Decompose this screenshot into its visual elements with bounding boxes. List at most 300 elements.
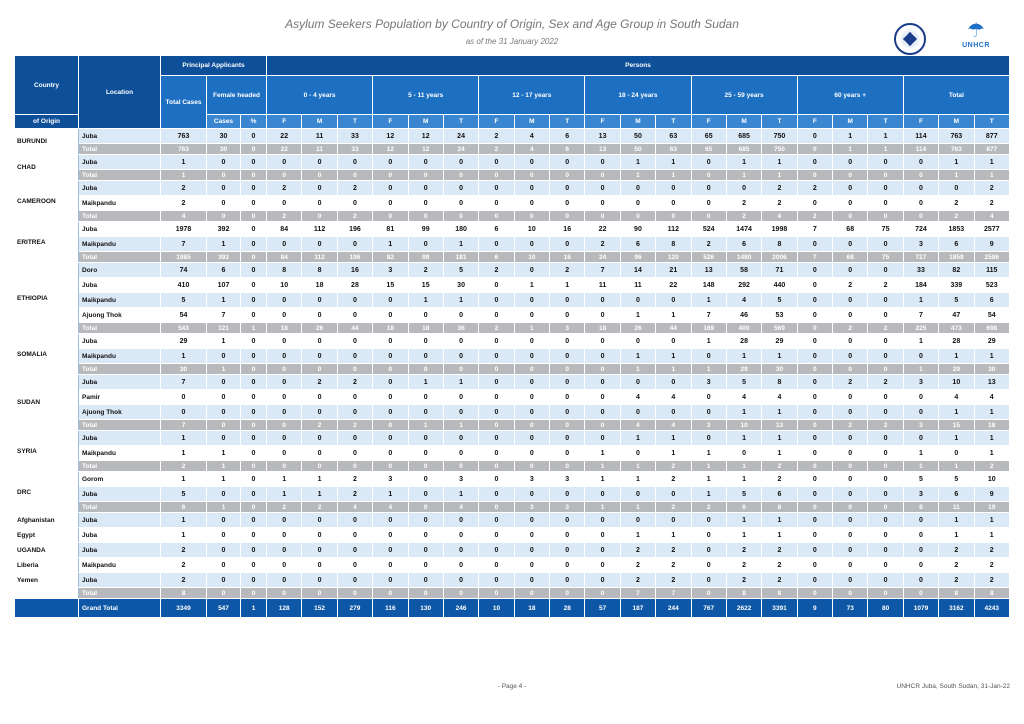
value-cell: 0	[408, 364, 443, 375]
value-cell: 0	[302, 528, 337, 543]
value-cell: 1	[726, 528, 761, 543]
value-cell: 0	[479, 420, 514, 431]
value-cell: 12	[373, 144, 408, 155]
value-cell: 0	[903, 170, 938, 181]
value-cell: 0	[207, 588, 241, 599]
value-cell: 11	[302, 129, 337, 144]
value-cell: 11	[939, 502, 974, 513]
location-cell: Total	[79, 461, 161, 472]
value-cell: 7	[903, 308, 938, 323]
value-cell: 0	[939, 446, 974, 461]
value-cell: 0	[479, 487, 514, 502]
value-cell: 0	[691, 405, 726, 420]
value-cell: 1	[726, 513, 761, 528]
age-group-header: 5 - 11 years	[373, 76, 479, 115]
value-cell: 0	[241, 558, 267, 573]
value-cell: 2	[161, 558, 207, 573]
value-cell: 0	[868, 390, 903, 405]
value-cell: 0	[302, 588, 337, 599]
value-cell: 1	[620, 472, 655, 487]
value-cell: 0	[241, 446, 267, 461]
value-cell: 0	[267, 461, 302, 472]
value-cell: 2	[726, 196, 761, 211]
value-cell: 0	[585, 181, 620, 196]
value-cell: 28	[337, 278, 372, 293]
value-cell: 0	[868, 573, 903, 588]
value-cell: 0	[797, 513, 832, 528]
location-cell: Total	[79, 323, 161, 334]
value-cell: 0	[443, 528, 478, 543]
value-cell: 1	[620, 155, 655, 170]
grand-total-cell: 279	[337, 599, 372, 618]
value-cell: 3	[514, 472, 549, 487]
value-cell: 1	[656, 349, 691, 364]
value-cell: 1	[762, 513, 797, 528]
value-cell: 0	[656, 513, 691, 528]
grand-total-cell: 73	[833, 599, 868, 618]
country-cell: ERITREA	[15, 222, 79, 263]
value-cell: 473	[939, 323, 974, 334]
value-cell: 0	[337, 588, 372, 599]
value-cell: 44	[337, 323, 372, 334]
value-cell: 0	[797, 502, 832, 513]
value-cell: 2	[161, 181, 207, 196]
value-cell: 0	[302, 513, 337, 528]
value-cell: 6	[479, 222, 514, 237]
value-cell: 0	[267, 349, 302, 364]
value-cell: 0	[903, 513, 938, 528]
total-row	[15, 502, 1010, 513]
value-cell: 1853	[939, 222, 974, 237]
value-cell: 82	[939, 263, 974, 278]
value-cell: 1	[620, 364, 655, 375]
value-cell: 0	[514, 513, 549, 528]
country-header: Country	[15, 56, 79, 115]
value-cell: 1	[514, 278, 549, 293]
value-cell: 2	[267, 181, 302, 196]
value-cell: 0	[514, 334, 549, 349]
value-cell: 2	[726, 211, 761, 222]
value-cell: 0	[479, 431, 514, 446]
value-cell: 0	[373, 405, 408, 420]
value-cell: 13	[585, 144, 620, 155]
value-cell: 184	[903, 278, 938, 293]
value-cell: 0	[903, 431, 938, 446]
value-cell: 2	[479, 263, 514, 278]
value-cell: 0	[550, 543, 585, 558]
value-cell: 523	[974, 278, 1009, 293]
value-cell: 0	[833, 431, 868, 446]
value-cell: 0	[302, 181, 337, 196]
government-seal-logo	[894, 23, 926, 55]
value-cell: 28	[939, 334, 974, 349]
value-cell: 0	[479, 334, 514, 349]
value-cell: 1	[161, 155, 207, 170]
value-cell: 1	[691, 446, 726, 461]
country-cell: ETHIOPIA	[15, 263, 79, 334]
value-cell: 2	[337, 181, 372, 196]
value-cell: 0	[585, 364, 620, 375]
value-cell: 6	[939, 487, 974, 502]
value-cell: 0	[656, 487, 691, 502]
value-cell: 4	[514, 129, 549, 144]
value-cell: 0	[337, 308, 372, 323]
value-cell: 21	[656, 263, 691, 278]
value-cell: 0	[691, 573, 726, 588]
value-cell: 2	[797, 181, 832, 196]
value-cell: 26	[620, 323, 655, 334]
grand-total-cell: 128	[267, 599, 302, 618]
value-cell: 0	[373, 170, 408, 181]
value-cell: 0	[585, 155, 620, 170]
value-cell: 0	[656, 405, 691, 420]
value-cell: 0	[833, 334, 868, 349]
value-cell: 6	[939, 237, 974, 252]
value-cell: 0	[207, 573, 241, 588]
value-cell: 3	[903, 237, 938, 252]
value-cell: 0	[868, 543, 903, 558]
value-cell: 63	[656, 129, 691, 144]
value-cell: 0	[479, 472, 514, 487]
country-cell: SOMALIA	[15, 334, 79, 375]
value-cell: 2	[656, 543, 691, 558]
value-cell: 0	[207, 170, 241, 181]
value-cell: 3	[443, 472, 478, 487]
value-cell: 1	[550, 278, 585, 293]
value-cell: 0	[443, 461, 478, 472]
value-cell: 18	[302, 278, 337, 293]
value-cell: 1	[620, 528, 655, 543]
value-cell: 0	[585, 375, 620, 390]
page-title: Asylum Seekers Population by Country of Origin, Sex and Age Group in South Sudan	[285, 17, 739, 31]
value-cell: 5	[161, 293, 207, 308]
value-cell: 0	[514, 420, 549, 431]
value-cell: 18	[267, 323, 302, 334]
value-cell: 7	[585, 263, 620, 278]
value-cell: 1	[207, 237, 241, 252]
value-cell: 0	[514, 263, 549, 278]
value-cell: 0	[302, 211, 337, 222]
table-row	[15, 196, 1010, 211]
value-cell: 0	[868, 211, 903, 222]
value-cell: 0	[207, 528, 241, 543]
value-cell: 1	[903, 446, 938, 461]
value-cell: 1998	[762, 222, 797, 237]
value-cell: 0	[207, 513, 241, 528]
value-cell: 0	[585, 543, 620, 558]
value-cell: 44	[656, 323, 691, 334]
value-cell: 6	[726, 502, 761, 513]
value-cell: 2	[337, 420, 372, 431]
grand-total-cell: 10	[479, 599, 514, 618]
value-cell: 0	[691, 528, 726, 543]
value-cell: 0	[550, 528, 585, 543]
location-cell: Maikpandu	[79, 558, 161, 573]
value-cell: 339	[939, 278, 974, 293]
value-cell: 0	[267, 446, 302, 461]
location-cell: Pamir	[79, 390, 161, 405]
value-cell: 3	[373, 472, 408, 487]
value-cell: 0	[833, 293, 868, 308]
value-cell: 0	[903, 196, 938, 211]
value-cell: 0	[868, 446, 903, 461]
value-cell: 2	[161, 543, 207, 558]
value-cell: 19	[974, 502, 1009, 513]
value-cell: 1	[939, 155, 974, 170]
value-cell: 11	[302, 144, 337, 155]
value-cell: 0	[302, 155, 337, 170]
value-cell: 0	[550, 588, 585, 599]
value-cell: 2	[833, 375, 868, 390]
value-cell: 1480	[726, 252, 761, 263]
value-cell: 0	[479, 405, 514, 420]
value-cell: 0	[797, 334, 832, 349]
age-group-header: 0 - 4 years	[267, 76, 373, 115]
table-row	[15, 129, 1010, 144]
value-cell: 2	[762, 573, 797, 588]
value-cell: 0	[373, 181, 408, 196]
value-cell: 0	[656, 181, 691, 196]
value-cell: 18	[974, 420, 1009, 431]
value-cell: 10	[726, 420, 761, 431]
total-row	[15, 252, 1010, 263]
value-cell: 96	[620, 252, 655, 263]
value-cell: 0	[868, 502, 903, 513]
value-cell: 0	[373, 558, 408, 573]
value-cell: 24	[443, 129, 478, 144]
value-cell: 0	[479, 170, 514, 181]
value-cell: 1	[373, 487, 408, 502]
age-group-header: 25 - 59 years	[691, 76, 797, 115]
value-cell: 0	[408, 431, 443, 446]
value-cell: 0	[373, 293, 408, 308]
value-cell: 1	[903, 364, 938, 375]
value-cell: 68	[833, 222, 868, 237]
value-cell: 4	[514, 144, 549, 155]
value-cell: 0	[337, 293, 372, 308]
value-cell: 29	[762, 334, 797, 349]
value-cell: 0	[550, 155, 585, 170]
value-cell: 22	[267, 144, 302, 155]
value-cell: 2	[161, 461, 207, 472]
sex-header: T	[762, 115, 797, 129]
value-cell: 30	[762, 364, 797, 375]
value-cell: 0	[691, 196, 726, 211]
value-cell: 5	[161, 487, 207, 502]
grand-total-cell: 547	[207, 599, 241, 618]
value-cell: 0	[337, 431, 372, 446]
value-cell: 16	[337, 263, 372, 278]
value-cell: 5	[443, 263, 478, 278]
value-cell: 12	[408, 144, 443, 155]
value-cell: 82	[373, 252, 408, 263]
value-cell: 2	[974, 461, 1009, 472]
value-cell: 0	[302, 431, 337, 446]
value-cell: 2	[656, 472, 691, 487]
value-cell: 0	[337, 334, 372, 349]
value-cell: 0	[267, 431, 302, 446]
total-row	[15, 144, 1010, 155]
value-cell: 0	[443, 334, 478, 349]
value-cell: 26	[302, 323, 337, 334]
value-cell: 0	[514, 293, 549, 308]
value-cell: 524	[691, 222, 726, 237]
sex-header: M	[620, 115, 655, 129]
value-cell: 0	[797, 390, 832, 405]
value-cell: 1	[161, 431, 207, 446]
value-cell: 0	[373, 364, 408, 375]
value-cell: 0	[656, 196, 691, 211]
value-cell: 0	[514, 588, 549, 599]
value-cell: 0	[479, 364, 514, 375]
value-cell: 0	[302, 543, 337, 558]
value-cell: 0	[373, 431, 408, 446]
value-cell: 0	[585, 349, 620, 364]
value-cell: 0	[691, 543, 726, 558]
value-cell: 2	[868, 278, 903, 293]
table-body	[15, 129, 1010, 618]
value-cell: 84	[267, 252, 302, 263]
value-cell: 0	[443, 390, 478, 405]
sex-header: T	[868, 115, 903, 129]
value-cell: 0	[408, 502, 443, 513]
value-cell: 0	[267, 334, 302, 349]
value-cell: 0	[479, 196, 514, 211]
value-cell: 5	[726, 375, 761, 390]
value-cell: 112	[656, 222, 691, 237]
value-cell: 0	[585, 211, 620, 222]
value-cell: 6	[620, 237, 655, 252]
value-cell: 0	[443, 588, 478, 599]
value-cell: 0	[903, 211, 938, 222]
value-cell: 2	[974, 181, 1009, 196]
sex-header: F	[267, 115, 302, 129]
value-cell: 33	[337, 144, 372, 155]
value-cell: 0	[479, 375, 514, 390]
total-row	[15, 588, 1010, 599]
value-cell: 7	[797, 252, 832, 263]
value-cell: 0	[241, 196, 267, 211]
value-cell: 0	[241, 573, 267, 588]
value-cell: 0	[337, 155, 372, 170]
value-cell: 0	[620, 446, 655, 461]
value-cell: 2	[726, 543, 761, 558]
value-cell: 0	[903, 349, 938, 364]
value-cell: 0	[408, 308, 443, 323]
value-cell: 0	[797, 323, 832, 334]
value-cell: 0	[514, 528, 549, 543]
value-cell: 68	[833, 252, 868, 263]
value-cell: 1	[939, 528, 974, 543]
value-cell: 1	[302, 487, 337, 502]
value-cell: 112	[302, 252, 337, 263]
value-cell: 148	[691, 278, 726, 293]
value-cell: 1	[161, 349, 207, 364]
value-cell: 2	[974, 196, 1009, 211]
value-cell: 6	[550, 144, 585, 155]
value-cell: 0	[241, 431, 267, 446]
value-cell: 0	[514, 573, 549, 588]
value-cell: 1	[903, 461, 938, 472]
value-cell: 15	[373, 278, 408, 293]
value-cell: 0	[479, 588, 514, 599]
value-cell: 84	[267, 222, 302, 237]
value-cell: 0	[337, 543, 372, 558]
value-cell: 0	[585, 487, 620, 502]
value-cell: 0	[514, 461, 549, 472]
value-cell: 727	[903, 252, 938, 263]
value-cell: 0	[833, 472, 868, 487]
value-cell: 33	[903, 263, 938, 278]
value-cell: 2	[337, 211, 372, 222]
value-cell: 0	[373, 211, 408, 222]
value-cell: 6	[161, 502, 207, 513]
value-cell: 0	[302, 237, 337, 252]
value-cell: 33	[337, 129, 372, 144]
value-cell: 8	[656, 237, 691, 252]
value-cell: 1	[833, 144, 868, 155]
location-cell: Maikpandu	[79, 293, 161, 308]
value-cell: 1	[868, 129, 903, 144]
total-row	[15, 364, 1010, 375]
value-cell: 0	[514, 308, 549, 323]
value-cell: 4	[443, 502, 478, 513]
value-cell: 6	[550, 129, 585, 144]
value-cell: 0	[241, 334, 267, 349]
table-row	[15, 293, 1010, 308]
value-cell: 1	[620, 170, 655, 181]
principal-applicants-header: Principal Applicants	[161, 56, 267, 76]
value-cell: 1	[691, 334, 726, 349]
value-cell: 0	[691, 349, 726, 364]
value-cell: 1	[443, 420, 478, 431]
value-cell: 0	[514, 364, 549, 375]
value-cell: 18	[373, 323, 408, 334]
value-cell: 0	[241, 543, 267, 558]
table-row	[15, 573, 1010, 588]
value-cell: 0	[241, 349, 267, 364]
country-cell: SYRIA	[15, 431, 79, 472]
value-cell: 2	[161, 196, 207, 211]
value-cell: 0	[408, 573, 443, 588]
value-cell: 4	[656, 390, 691, 405]
value-cell: 0	[302, 558, 337, 573]
value-cell: 74	[161, 263, 207, 278]
value-cell: 4	[620, 390, 655, 405]
value-cell: 0	[550, 461, 585, 472]
value-cell: 0	[833, 513, 868, 528]
value-cell: 2	[656, 461, 691, 472]
value-cell: 0	[833, 446, 868, 461]
value-cell: 0	[302, 308, 337, 323]
value-cell: 1	[656, 308, 691, 323]
grand-total-cell: 4243	[974, 599, 1009, 618]
grand-total-cell: 2622	[726, 599, 761, 618]
value-cell: 0	[939, 181, 974, 196]
value-cell: 0	[797, 129, 832, 144]
value-cell: 0	[408, 196, 443, 211]
value-cell: 0	[797, 431, 832, 446]
value-cell: 0	[443, 211, 478, 222]
value-cell: 30	[207, 129, 241, 144]
location-header: Location	[79, 56, 161, 129]
value-cell: 0	[479, 513, 514, 528]
value-cell: 0	[797, 349, 832, 364]
value-cell: 4	[762, 390, 797, 405]
value-cell: 2	[656, 573, 691, 588]
value-cell: 115	[974, 263, 1009, 278]
value-cell: 0	[514, 543, 549, 558]
